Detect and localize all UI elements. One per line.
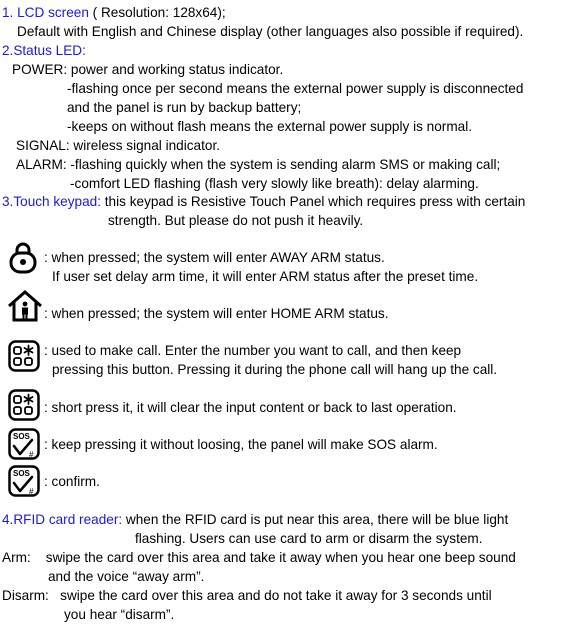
lcd-resolution: ( Resolution: 128x64); xyxy=(88,5,226,20)
rfid-desc-1: when the RFID card is put near this area, there will be blue light xyxy=(122,512,509,527)
rfid-arm-1: Arm: swipe the card over this area and take it away when you hear one beep sound xyxy=(2,550,516,565)
rfid-heading: 4.RFID card reader: xyxy=(2,512,123,527)
keypad-desc-2: strength. But please do not push it heavily. xyxy=(108,213,364,228)
led-signal: SIGNAL: wireless signal indicator. xyxy=(16,138,220,153)
lcd-line-2: Default with English and Chinese display (other languages also possible if required). xyxy=(17,24,524,39)
keypad-heading: 3.Touch keypad: xyxy=(2,194,101,209)
sos-icon-label: SOS xyxy=(13,432,30,441)
keypad-desc-1: this keypad is Resistive Touch Panel which requires press with certain xyxy=(101,194,526,209)
rfid-line-1 xyxy=(2,510,508,529)
rfid-disarm-2: you hear “disarm”. xyxy=(64,607,175,622)
keypad-line-1 xyxy=(2,192,525,211)
sos-icon-hash: # xyxy=(29,450,34,459)
away-arm-line-2: If user set delay arm time, it will enter ARM status after the preset time. xyxy=(52,269,479,284)
call-line-1: : used to make call. Enter the number you want to call, and then keep xyxy=(44,343,462,358)
rfid-disarm-1: Disarm: swipe the card over this area and do not take it away for 3 seconds until xyxy=(2,588,492,603)
lock-icon xyxy=(8,242,38,274)
home-arm-line-1: : when pressed; the system will enter HOME ARM status. xyxy=(44,306,389,321)
confirm-icon xyxy=(8,465,40,497)
clear-keypad-icon xyxy=(8,389,40,421)
sos-icon xyxy=(8,428,40,460)
confirm-icon-hash: # xyxy=(29,487,34,496)
led-alarm-1: ALARM: -flashing quickly when the system is sending alarm SMS or making call; xyxy=(16,157,501,172)
led-power-4: -keeps on without flash means the external power supply is normal. xyxy=(67,119,472,134)
call-line-2: pressing this button. Pressing it during the phone call will hang up the call. xyxy=(52,362,498,377)
rfid-arm-2: and the voice “away arm”. xyxy=(48,569,205,584)
led-alarm-2: -comfort LED flashing (flash very slowly like breath): delay alarming. xyxy=(70,176,479,191)
led-power-3: and the panel is run by backup battery; xyxy=(67,100,302,115)
sos-line-1: : keep pressing it without loosing, the panel will make SOS alarm. xyxy=(44,437,438,452)
clear-line-1: : short press it, it will clear the input content or back to last operation. xyxy=(44,400,457,415)
lcd-heading: 1. LCD screen xyxy=(2,5,89,20)
call-keypad-icon xyxy=(8,340,40,372)
led-power-1: POWER: power and working status indicator. xyxy=(12,62,284,77)
lcd-line-1 xyxy=(2,3,226,22)
home-person-icon xyxy=(6,289,44,323)
rfid-desc-2: flashing. Users can use card to arm or disarm the system. xyxy=(135,531,483,546)
away-arm-line-1: : when pressed; the system will enter AWAY ARM status. xyxy=(44,250,385,265)
led-power-2: -flashing once per second means the external power supply is disconnected xyxy=(67,81,524,96)
led-heading: 2.Status LED: xyxy=(2,43,86,58)
confirm-line-1: : confirm. xyxy=(44,474,100,489)
confirm-icon-label: SOS xyxy=(13,469,30,478)
